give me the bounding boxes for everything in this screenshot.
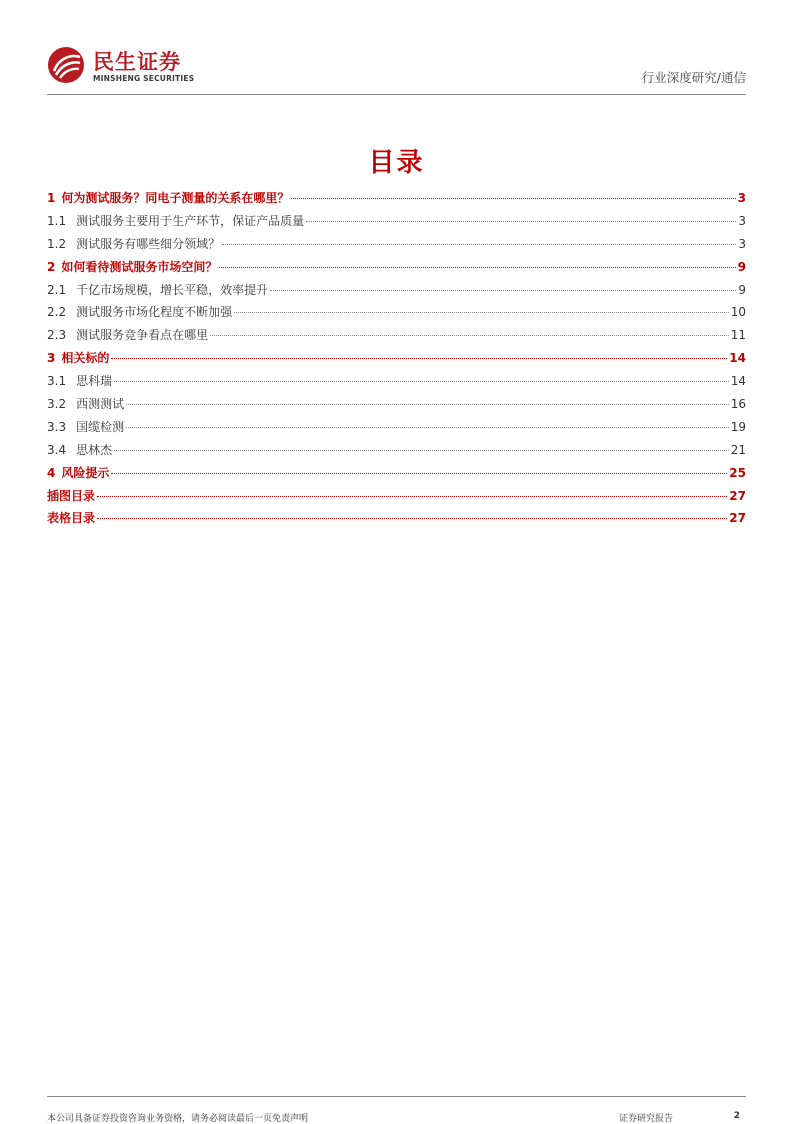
toc-entry[interactable] [47, 395, 746, 418]
toc-entry-label: 插图目录 [47, 488, 96, 503]
toc-title: 目录 [368, 148, 425, 178]
toc-entry-number: 2.1 [47, 282, 67, 297]
toc-entry-number: 3.1 [47, 374, 67, 389]
toc-entry-label: 测试服务竞争看点在哪里 [76, 328, 209, 343]
report-category: 行业深度研究/通信 [641, 70, 746, 85]
toc-entry-page: 3 [738, 236, 746, 251]
page-footer [47, 1096, 746, 1124]
toc-entry-number: 2 [47, 259, 56, 274]
toc-dot-leader [97, 496, 727, 497]
toc-entry-number: 1 [47, 191, 56, 205]
toc-entry-number: 1.2 [47, 236, 67, 251]
toc-entry-page: 21 [730, 442, 746, 457]
toc-entry-label: 测试服务主要用于生产环节，保证产品质量 [76, 213, 305, 228]
toc-entry-page: 3 [738, 213, 746, 228]
toc-dot-leader [114, 381, 729, 382]
minsheng-logo-icon [47, 46, 85, 84]
toc-entry-page: 14 [730, 374, 746, 389]
toc-entry[interactable] [47, 441, 746, 464]
toc-entry-number: 3 [47, 351, 56, 366]
toc-entry-label: 表格目录 [47, 511, 96, 526]
toc-entry[interactable] [47, 509, 746, 532]
toc-dot-leader [306, 221, 736, 222]
toc-dot-leader [126, 404, 729, 405]
toc-entry-label: 测试服务市场化程度不断加强 [76, 305, 233, 320]
toc-entry-number: 2.3 [47, 328, 67, 343]
toc-entry[interactable] [47, 235, 746, 258]
toc-entry-number: 3.3 [47, 419, 67, 434]
toc-entry-page: 14 [729, 351, 746, 366]
toc-entry[interactable] [47, 258, 746, 281]
toc-entry-label: 思科瑞 [76, 374, 113, 389]
toc-dot-leader [270, 290, 736, 291]
logo-chinese-name: 民生证券 [93, 50, 181, 74]
toc-dot-leader [111, 473, 727, 474]
toc-entry-number: 3.2 [47, 397, 67, 412]
footer-report-type: 证券研究报告 [619, 1114, 674, 1124]
toc-entry[interactable] [47, 349, 746, 372]
toc-entry-page: 9 [738, 282, 746, 297]
toc-dot-leader [291, 198, 735, 199]
company-logo [47, 46, 267, 88]
toc-dot-leader [210, 335, 729, 336]
toc-dot-leader [234, 312, 729, 313]
toc-dot-leader [126, 427, 729, 428]
toc-entry-label: 西测测试 [76, 397, 125, 412]
toc-entry[interactable] [47, 303, 746, 326]
toc-entry[interactable] [47, 464, 746, 487]
toc-entry-page: 19 [730, 419, 746, 434]
toc-entry[interactable] [47, 281, 746, 304]
toc-entry[interactable] [47, 189, 746, 212]
toc-entry[interactable] [47, 212, 746, 235]
toc-entry-page: 10 [730, 305, 746, 320]
toc-entry-label: 国缆检测 [76, 419, 125, 434]
page-header [47, 42, 746, 95]
toc-entry-page: 3 [737, 191, 746, 205]
toc-entry-page: 27 [729, 511, 746, 526]
toc-entry-page: 11 [730, 328, 746, 343]
toc-entry-page: 25 [729, 465, 746, 480]
toc-entry[interactable] [47, 372, 746, 395]
toc-entry-label: 思林杰 [76, 442, 113, 457]
toc-entry-label: 何为测试服务？同电子测量的关系在哪里？ [61, 191, 290, 205]
toc-entry-page: 16 [730, 397, 746, 412]
toc-dot-leader [219, 267, 735, 268]
footer-page-number: 2 [733, 1111, 740, 1121]
toc-entry-label: 测试服务有哪些细分领域？ [76, 236, 221, 251]
toc-entry[interactable] [47, 418, 746, 441]
toc-dot-leader [97, 518, 727, 519]
toc-entry[interactable] [47, 326, 746, 349]
toc-entry-number: 4 [47, 465, 56, 480]
toc-dot-leader [114, 450, 729, 451]
toc-entry-page: 27 [729, 488, 746, 503]
toc-entry-number: 1.1 [47, 213, 67, 228]
toc-entry-page: 9 [737, 259, 746, 274]
toc-entry-label: 如何看待测试服务市场空间？ [61, 259, 218, 274]
toc-entry-number: 2.2 [47, 305, 67, 320]
logo-english-name: MINSHENG SECURITIES [93, 74, 195, 83]
toc-entry-number: 3.4 [47, 442, 67, 457]
toc-entry-label: 风险提示 [61, 465, 110, 480]
toc-dot-leader [111, 358, 727, 359]
toc-dot-leader [222, 244, 736, 245]
toc-entry[interactable] [47, 487, 746, 510]
toc-entry-label: 相关标的 [61, 351, 110, 366]
footer-disclaimer: 本公司具备证券投资咨询业务资格，请务必阅读最后一页免责声明 [47, 1114, 309, 1124]
toc-entry-label: 千亿市场规模，增长平稳，效率提升 [76, 282, 269, 297]
table-of-contents [47, 189, 746, 532]
